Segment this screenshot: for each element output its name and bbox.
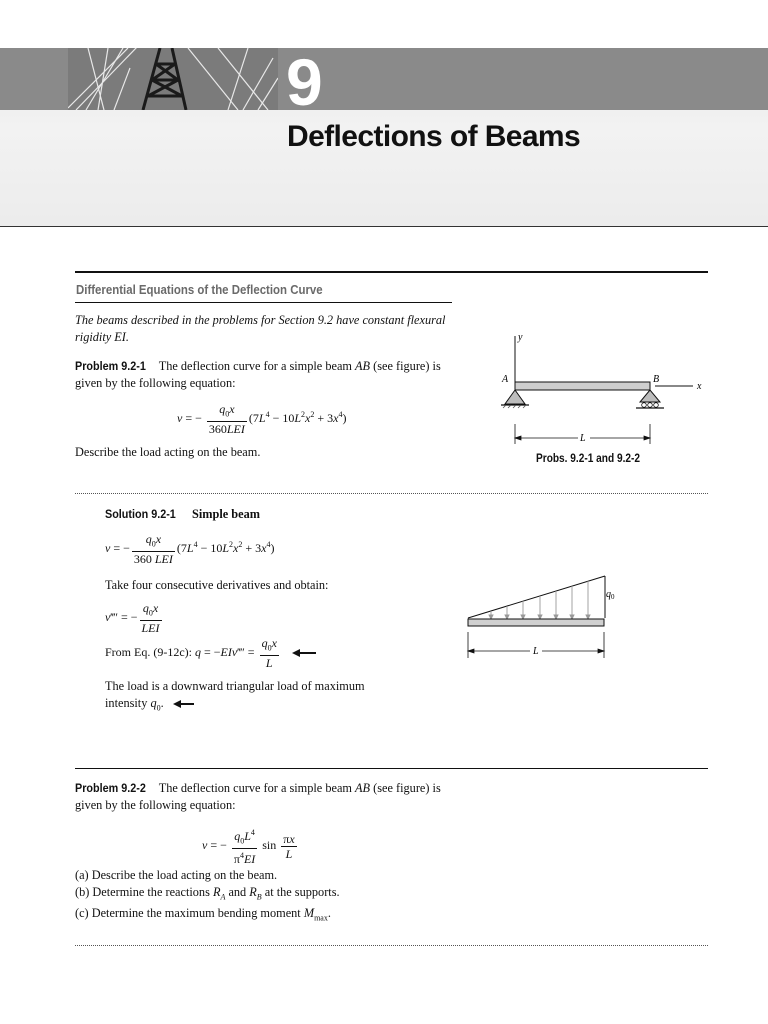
beam-name: AB [355,781,371,795]
problem-question: Describe the load acting on the beam. [75,445,261,459]
section-top-rule [75,271,708,273]
section-heading: Differential Equations of the Deflection Curve [76,282,323,297]
conclusion-line: intensity [105,696,148,710]
solution-heading [105,506,260,523]
load-envelope [468,576,605,618]
beam [515,382,650,390]
part-a: (a) Describe the load acting on the beam. [75,868,278,882]
conclusion-line: The load is a downward triangular load of maximum [105,679,365,693]
section-heading-rule [75,302,452,303]
equation-deflection-1: v = − $\frac{q_0x}{\text{360LEI}}$ $(7L^4 - 10L^2x^2 + 3x^4)$ [177,402,347,437]
dotted-separator-bottom [75,945,708,946]
problem-text: (see figure) is given by the following equation: [75,781,441,812]
solution-conclusion: The load is a downward triangular load of maximum intensity $q_0$. [105,678,405,716]
chapter-number: 9 [286,45,322,119]
problem-9-2-1-statement [75,358,455,392]
equation-deflection-2: v = − $\frac{q_0L^4}{\pi^4EI}$ sin $\frac{\pi x}{L}$ [202,828,295,867]
section-intro: The beams described in the problems for Section 9.2 have constant flexural rigidity EI. [75,313,446,344]
equation-fourth-derivative: v‴′ = − $\frac{q_0x}{\text{LEI}}$ [105,601,160,636]
problem-parts [75,867,475,927]
bridge-cables-image [68,48,278,110]
equation-deflection-solution: v = − $\frac{q_0x}{\text{360 LEI}}$ $(7L^4 - 10L^2x^2 + 3x^4)$ [105,532,275,567]
answer-arrow-icon [173,699,195,709]
solution-step: Take four consecutive derivatives and obtain: [105,578,329,592]
problem-text: The deflection curve for a simple beam [158,359,352,373]
problem-top-rule [75,768,708,769]
problem-label: Problem 9.2-1 [75,359,146,373]
figure-caption: Probs. 9.2-1 and 9.2-2 [536,453,641,465]
load-arrows [489,581,590,619]
chapter-header-photo [68,48,278,110]
beam [468,619,604,626]
chapter-title: Deflections of Beams [287,120,581,153]
figure-triangular-load [460,570,630,665]
from-equation-label: From Eq. (9-12c): [105,644,192,659]
dotted-separator [75,493,708,494]
problem-9-2-2-statement [75,780,455,814]
label-b: B [653,374,660,385]
figure-simple-beam [495,328,715,473]
label-l: L [533,646,539,657]
label-a: A [502,374,509,385]
label-x: x [697,381,702,392]
part-b: (b) Determine the reactions $R_A$ and $R_B$ at the supports. [75,885,340,902]
answer-arrow-icon [292,648,318,658]
label-l: L [580,433,586,444]
problem-label: Problem 9.2-2 [75,781,146,795]
pin-support-a [501,390,529,408]
label-y: y [518,332,523,343]
equation-load: From Eq. (9-12c): q = −EIv‴′ = $\frac{q_0x}{L}$ [105,636,318,670]
solution-title: Simple beam [191,507,260,521]
problem-text: The deflection curve for a simple beam [158,781,352,795]
part-c: (c) Determine the maximum bending moment $M_{max}$. [75,906,331,923]
problem-text: (see figure) is given by the following equation: [75,359,441,390]
beam-name: AB [355,359,371,373]
solution-label: Solution 9.2-1 [105,507,176,521]
label-q0: $q_0$ [606,589,615,601]
roller-support-b [636,390,664,408]
